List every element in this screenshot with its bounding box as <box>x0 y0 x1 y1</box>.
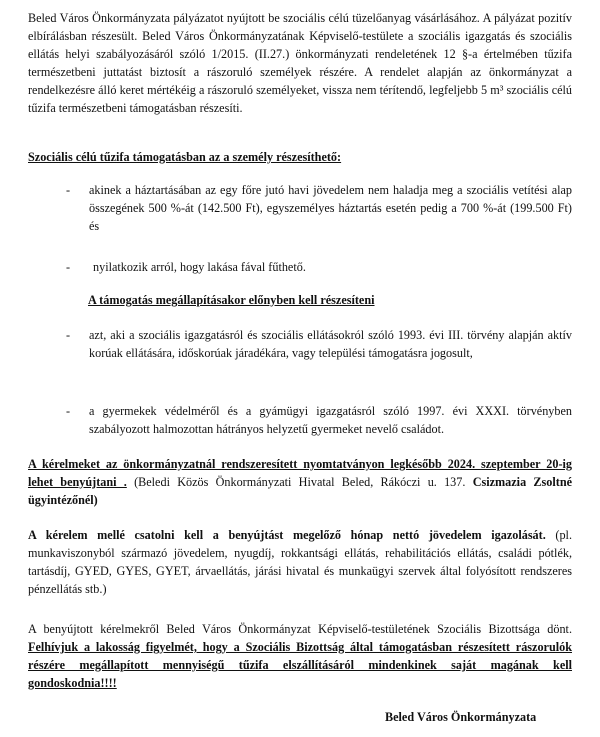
priority-item-text: azt, aki a szociális igazgatásról és szociális ellátásokról szóló 1993. évi III. törvény alapján aktív korúak ellátására, időskorúak járadékára, vagy települési támogatásra jogosult, <box>89 328 572 360</box>
clerk-name: Csizmazia Zsoltné ügyintézőnél) <box>28 475 573 507</box>
priority-item <box>66 402 572 438</box>
eligibility-item <box>66 258 572 276</box>
deadline-notice: A kérelmeket az önkormányzatnál rendszeresített nyomtatványon legkésőbb 2024. szeptember 20-ig lehet benyújtani . <box>28 457 572 489</box>
income-paragraph <box>28 526 572 598</box>
priority-heading: A támogatás megállapításakor előnyben kell részesíteni <box>88 293 375 307</box>
list-dash: - <box>66 404 71 418</box>
eligibility-heading: Szociális célú tűzifa támogatásban az a személy részesíthető: <box>28 150 342 164</box>
list-dash: - <box>66 260 71 274</box>
signature: Beled Város Önkormányzata <box>385 710 537 724</box>
eligibility-item <box>66 181 572 235</box>
eligibility-item-text: akinek a háztartásában az egy főre jutó havi jövedelem nem haladja meg a szociális vetítési alap összegének 500 %-át (142.500 Ft), egyszemélyes háztartás esetén pedig a 700 %-át (199.500 Ft) és <box>89 183 572 233</box>
office-address: (Beledi Közös Önkormányzati Hivatal Beled, Rákóczi u. 137. <box>134 475 466 489</box>
income-examples: (pl. munkaviszonyból származó jövedelem, nyugdíj, rokkantsági ellátás, rehabilitációs ellátás, családi pótlék, tartásdíj, GYED, GYES, GYET, árvaellátás, járási hivatal és munkaügyi szervek által folyósított rendszeres pénzellátás stb.) <box>28 528 572 596</box>
list-dash: - <box>66 183 71 197</box>
priority-item-text: a gyermekek védelméről és a gyámügyi igazgatásról szóló 1997. évi XXXI. törvényben szabályozott halmozottan hátrányos helyzetű gyermeket nevelő családot. <box>89 404 572 436</box>
eligibility-item-text: nyilatkozik arról, hogy lakása fával fűthető. <box>93 260 306 274</box>
intro-paragraph: Beled Város Önkormányzata pályázatot nyújtott be szociális célú tüzelőanyag vásárlásához. A pályázat pozitív elbírálásban részesült. Beled Város Önkormányzatának Képviselő-testülete a szociális igazgatás és szociális ellátás helyi szabályozásáról szóló 1/2015. (II.27.) önkormányzati rendeletének 12 §-a értelmében tűzifa természetbeni juttatást biztosít a rászoruló személyek részére. A rendelet alapján az önkormányzat a rendelkezésre álló keret mértékéig a rászoruló személyeket, vissza nem térítendő, legfeljebb 5 m³ szociális célú tűzifa természetbeni támogatásban részesíti. <box>28 11 572 115</box>
deadline-paragraph <box>28 455 572 509</box>
income-requirement: A kérelem mellé csatolni kell a benyújtást megelőző hónap nettó jövedelem igazolását. <box>28 528 546 542</box>
decision-paragraph <box>28 620 572 692</box>
list-dash: - <box>66 328 71 342</box>
decision-text: A benyújtott kérelmekről Beled Város Önkormányzat Képviselő-testületének Szociális Bizottsága dönt. <box>28 622 572 636</box>
transport-notice: Felhívjuk a lakosság figyelmét, hogy a Szociális Bizottság által támogatásban részesített rászorulók részére megállapított mennyiségű tűzifa elszállításáról mindenkinek saját magának kell gondoskodnia!!!! <box>28 640 572 690</box>
priority-item <box>66 326 572 380</box>
